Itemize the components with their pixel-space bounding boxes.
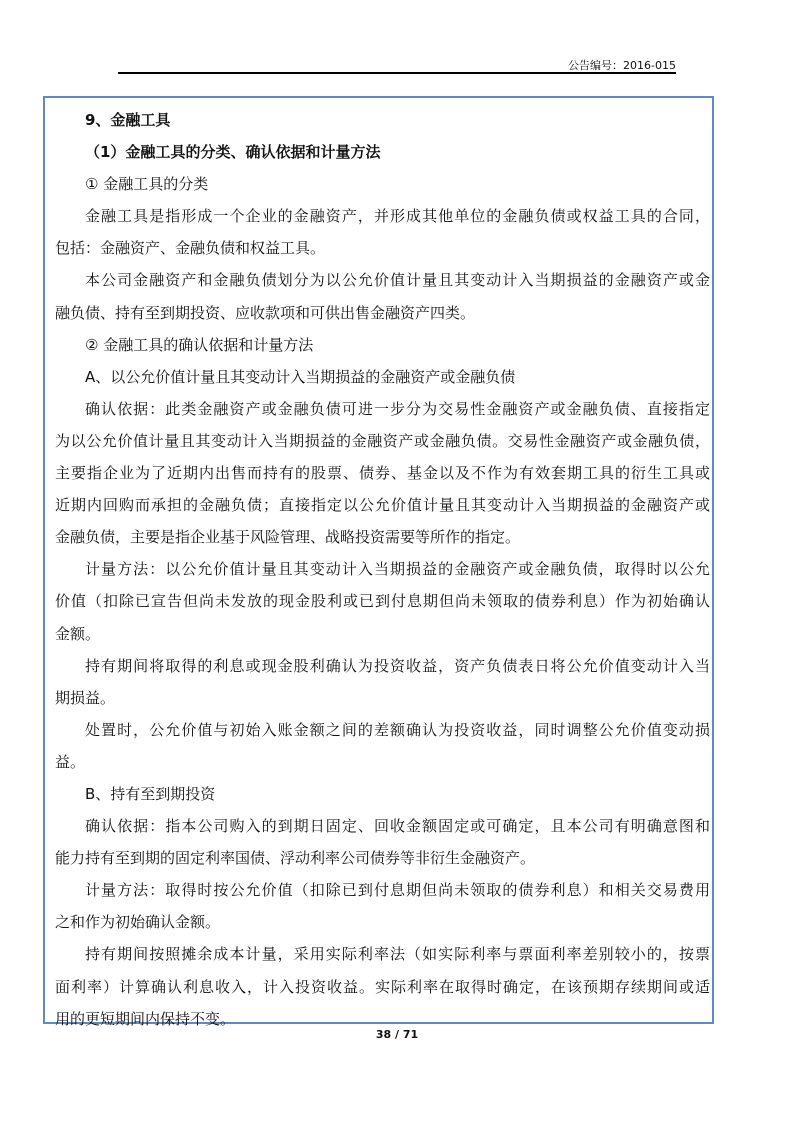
text-line: 融负债、持有至到期投资、应收款项和可供出售金融资产四类。 xyxy=(55,303,476,322)
text-line: 计量方法：取得时按公允价值（扣除已到付息期但尚未领取的债券利息）和相关交易费用 xyxy=(85,881,710,900)
text-line: 用的更短期间内保持不变。 xyxy=(55,1009,236,1028)
text-line: 近期内回购而承担的金融负债；直接指定以公允价值计量且其变动计入当期损益的金融资产或 xyxy=(55,496,710,515)
text-line: 计量方法：以公允价值计量且其变动计入当期损益的金融资产或金融负债，取得时以公允 xyxy=(85,560,710,579)
text-line: 益。 xyxy=(55,752,86,771)
text-line: 能力持有至到期的固定利率国债、浮动利率公司债券等非衍生金融资产。 xyxy=(55,849,536,868)
text-line: 金额。 xyxy=(55,624,101,643)
announcement-number: 公告编号：2016-015 xyxy=(568,59,676,72)
text-line: 为以公允价值计量且其变动计入当期损益的金融资产或金融负债。交易性金融资产或金融负债， xyxy=(55,431,710,450)
text-line: B、持有至到期投资 xyxy=(85,784,216,803)
text-line: A、以公允价值计量且其变动计入当期损益的金融资产或金融负债 xyxy=(85,367,516,386)
text-line: 持有期间将取得的利息或现金股利确认为投资收益，资产负债表日将公允价值变动计入当 xyxy=(85,656,710,675)
content-frame xyxy=(43,96,714,1028)
text-line: 金融工具是指形成一个企业的金融资产，并形成其他单位的金融负债或权益工具的合同， xyxy=(85,207,710,226)
text-line: 本公司金融资产和金融负债划分为以公允价值计量且其变动计入当期损益的金融资产或金 xyxy=(85,271,710,290)
text-line: 9、金融工具 xyxy=(85,111,171,129)
text-line: 确认依据：指本公司购入的到期日固定、回收金额固定或可确定，且本公司有明确意图和 xyxy=(85,817,710,836)
text-line: 价值（扣除已宣告但尚未发放的现金股利或已到付息期但尚未领取的债券利息）作为初始确认 xyxy=(55,592,710,611)
text-line: 面利率）计算确认利息收入，计入投资收益。实际利率在取得时确定，在该预期存续期间或适 xyxy=(55,977,710,996)
text-line: ① 金融工具的分类 xyxy=(85,175,209,194)
text-line: 金融负债，主要是指企业基于风险管理、战略投资需要等所作的指定。 xyxy=(55,528,521,547)
page-number: 38 / 71 xyxy=(375,1028,419,1041)
text-line: 期损益。 xyxy=(55,688,116,707)
text-line: ② 金融工具的确认依据和计量方法 xyxy=(85,335,314,354)
text-line: 包括：金融资产、金融负债和权益工具。 xyxy=(55,239,326,258)
text-line: 处置时，公允价值与初始入账金额之间的差额确认为投资收益，同时调整公允价值变动损 xyxy=(85,720,710,739)
text-line: 主要指企业为了近期内出售而持有的股票、债券、基金以及不作为有效套期工具的衍生工具或 xyxy=(55,464,710,483)
text-line: 之和作为初始确认金额。 xyxy=(55,913,221,932)
text-line: 持有期间按照摊余成本计量，采用实际利率法（如实际利率与票面利率差别较小的，按票 xyxy=(85,945,710,964)
text-line: （1）金融工具的分类、确认依据和计量方法 xyxy=(85,143,381,162)
document-body xyxy=(55,104,710,1035)
text-line: 确认依据：此类金融资产或金融负债可进一步分为交易性金融资产或金融负债、直接指定 xyxy=(85,399,710,418)
header-divider xyxy=(118,72,676,74)
